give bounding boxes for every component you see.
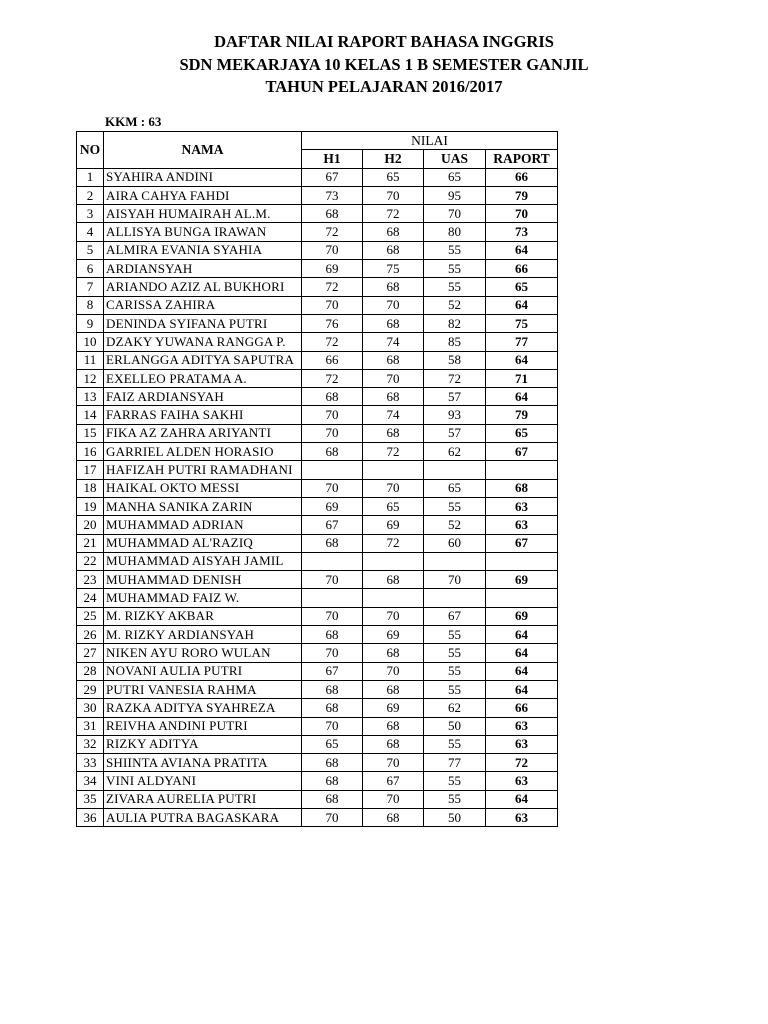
cell-raport: 75 <box>486 314 558 332</box>
cell-h2: 68 <box>363 571 424 589</box>
cell-nama: MUHAMMAD ADRIAN <box>104 516 302 534</box>
cell-h2: 69 <box>363 516 424 534</box>
header-h2: H2 <box>363 150 424 168</box>
document-title: DAFTAR NILAI RAPORT BAHASA INGGRIS <box>214 32 554 51</box>
cell-no: 4 <box>77 223 104 241</box>
cell-nama: EXELLEO PRATAMA A. <box>104 369 302 387</box>
cell-h2: 68 <box>363 314 424 332</box>
table-row <box>77 662 558 680</box>
cell-h1: 68 <box>302 388 363 406</box>
table-row <box>77 754 558 772</box>
header-h1: H1 <box>302 150 363 168</box>
cell-no: 16 <box>77 443 104 461</box>
cell-no: 14 <box>77 406 104 424</box>
cell-raport: 64 <box>486 241 558 259</box>
cell-h2: 68 <box>363 241 424 259</box>
cell-no: 12 <box>77 369 104 387</box>
cell-h1: 68 <box>302 754 363 772</box>
grade-table <box>76 131 558 827</box>
cell-nama: GARRIEL ALDEN HORASIO <box>104 443 302 461</box>
cell-uas: 55 <box>424 680 486 698</box>
cell-raport: 63 <box>486 717 558 735</box>
cell-h1: 68 <box>302 790 363 808</box>
cell-nama: SYAHIRA ANDINI <box>104 168 302 186</box>
cell-no: 26 <box>77 626 104 644</box>
cell-nama: VINI ALDYANI <box>104 772 302 790</box>
cell-h1: 67 <box>302 168 363 186</box>
cell-h1: 69 <box>302 260 363 278</box>
cell-raport: 69 <box>486 571 558 589</box>
cell-h1: 68 <box>302 626 363 644</box>
cell-h1: 67 <box>302 516 363 534</box>
table-row <box>77 772 558 790</box>
cell-raport: 66 <box>486 168 558 186</box>
document-subtitle-year: TAHUN PELAJARAN 2016/2017 <box>265 77 503 96</box>
cell-h1: 68 <box>302 680 363 698</box>
cell-nama: ARIANDO AZIZ AL BUKHORI <box>104 278 302 296</box>
cell-h2: 69 <box>363 626 424 644</box>
cell-uas: 55 <box>424 497 486 515</box>
cell-h2: 67 <box>363 772 424 790</box>
table-row <box>77 260 558 278</box>
table-row <box>77 552 558 570</box>
cell-nama: REIVHA ANDINI PUTRI <box>104 717 302 735</box>
cell-raport: 65 <box>486 278 558 296</box>
table-row <box>77 717 558 735</box>
cell-no: 22 <box>77 552 104 570</box>
cell-uas: 55 <box>424 278 486 296</box>
cell-no: 29 <box>77 680 104 698</box>
cell-no: 19 <box>77 497 104 515</box>
cell-nama: NOVANI AULIA PUTRI <box>104 662 302 680</box>
cell-h2: 75 <box>363 260 424 278</box>
cell-h1: 72 <box>302 369 363 387</box>
table-row <box>77 607 558 625</box>
cell-h1: 68 <box>302 443 363 461</box>
cell-raport <box>486 589 558 607</box>
table-row <box>77 497 558 515</box>
cell-uas: 82 <box>424 314 486 332</box>
table-row <box>77 241 558 259</box>
cell-nama: HAIKAL OKTO MESSI <box>104 479 302 497</box>
cell-raport <box>486 461 558 479</box>
cell-h2: 70 <box>363 662 424 680</box>
cell-no: 30 <box>77 699 104 717</box>
cell-no: 20 <box>77 516 104 534</box>
cell-nama: MUHAMMAD FAIZ W. <box>104 589 302 607</box>
cell-h1: 67 <box>302 662 363 680</box>
cell-raport: 79 <box>486 186 558 204</box>
cell-h1: 72 <box>302 278 363 296</box>
table-row <box>77 443 558 461</box>
cell-no: 24 <box>77 589 104 607</box>
cell-no: 6 <box>77 260 104 278</box>
table-row <box>77 205 558 223</box>
cell-h1: 70 <box>302 241 363 259</box>
cell-h2: 68 <box>363 223 424 241</box>
cell-raport: 68 <box>486 479 558 497</box>
cell-nama: M. RIZKY ARDIANSYAH <box>104 626 302 644</box>
cell-nama: HAFIZAH PUTRI RAMADHANI <box>104 461 302 479</box>
cell-uas: 60 <box>424 534 486 552</box>
cell-no: 31 <box>77 717 104 735</box>
cell-no: 23 <box>77 571 104 589</box>
cell-h1: 68 <box>302 205 363 223</box>
cell-nama: DZAKY YUWANA RANGGA P. <box>104 333 302 351</box>
document-subtitle-school: SDN MEKARJAYA 10 KELAS 1 B SEMESTER GANJIL <box>179 55 589 74</box>
cell-nama: AIRA CAHYA FAHDI <box>104 186 302 204</box>
cell-no: 33 <box>77 754 104 772</box>
cell-nama: DENINDA SYIFANA PUTRI <box>104 314 302 332</box>
header-uas: UAS <box>424 150 486 168</box>
cell-h1: 65 <box>302 735 363 753</box>
table-row <box>77 351 558 369</box>
cell-raport: 64 <box>486 790 558 808</box>
cell-raport: 64 <box>486 662 558 680</box>
cell-h2: 70 <box>363 754 424 772</box>
cell-h1: 70 <box>302 571 363 589</box>
cell-raport: 70 <box>486 205 558 223</box>
cell-no: 11 <box>77 351 104 369</box>
cell-uas: 70 <box>424 205 486 223</box>
cell-nama: AISYAH HUMAIRAH AL.M. <box>104 205 302 223</box>
table-row <box>77 790 558 808</box>
cell-no: 17 <box>77 461 104 479</box>
cell-raport: 63 <box>486 808 558 826</box>
cell-raport: 66 <box>486 699 558 717</box>
table-row <box>77 589 558 607</box>
cell-uas: 55 <box>424 735 486 753</box>
cell-no: 35 <box>77 790 104 808</box>
cell-h1: 70 <box>302 808 363 826</box>
cell-no: 8 <box>77 296 104 314</box>
cell-h1: 73 <box>302 186 363 204</box>
cell-h2: 70 <box>363 790 424 808</box>
cell-no: 28 <box>77 662 104 680</box>
table-row <box>77 644 558 662</box>
cell-no: 10 <box>77 333 104 351</box>
cell-h2: 72 <box>363 443 424 461</box>
header-nama: NAMA <box>104 132 302 169</box>
cell-h1: 68 <box>302 699 363 717</box>
cell-no: 36 <box>77 808 104 826</box>
cell-raport: 72 <box>486 754 558 772</box>
cell-no: 5 <box>77 241 104 259</box>
cell-raport: 71 <box>486 369 558 387</box>
table-row <box>77 571 558 589</box>
table-row <box>77 479 558 497</box>
cell-uas: 62 <box>424 699 486 717</box>
cell-h1: 70 <box>302 424 363 442</box>
cell-nama: MUHAMMAD AL'RAZIQ <box>104 534 302 552</box>
cell-h1 <box>302 552 363 570</box>
cell-h2: 72 <box>363 534 424 552</box>
cell-raport: 79 <box>486 406 558 424</box>
cell-no: 15 <box>77 424 104 442</box>
cell-nama: ERLANGGA ADITYA SAPUTRA <box>104 351 302 369</box>
cell-h2: 68 <box>363 644 424 662</box>
cell-uas: 57 <box>424 388 486 406</box>
cell-uas <box>424 589 486 607</box>
cell-raport: 66 <box>486 260 558 278</box>
cell-h1 <box>302 589 363 607</box>
cell-h1: 70 <box>302 296 363 314</box>
cell-no: 27 <box>77 644 104 662</box>
cell-no: 2 <box>77 186 104 204</box>
cell-uas: 70 <box>424 571 486 589</box>
cell-h2: 68 <box>363 680 424 698</box>
table-row <box>77 369 558 387</box>
cell-h1: 70 <box>302 607 363 625</box>
cell-h1: 70 <box>302 717 363 735</box>
cell-nama: MANHA SANIKA ZARIN <box>104 497 302 515</box>
cell-h1: 68 <box>302 534 363 552</box>
table-row <box>77 278 558 296</box>
cell-h1: 70 <box>302 644 363 662</box>
cell-raport: 63 <box>486 497 558 515</box>
cell-h2: 68 <box>363 808 424 826</box>
cell-h1: 72 <box>302 223 363 241</box>
cell-nama: RIZKY ADITYA <box>104 735 302 753</box>
header-row-top <box>77 132 558 150</box>
cell-no: 3 <box>77 205 104 223</box>
table-row <box>77 168 558 186</box>
table-row <box>77 461 558 479</box>
grade-table-body <box>77 168 558 827</box>
cell-no: 9 <box>77 314 104 332</box>
cell-nama: CARISSA ZAHIRA <box>104 296 302 314</box>
cell-uas: 80 <box>424 223 486 241</box>
table-row <box>77 186 558 204</box>
cell-uas: 50 <box>424 717 486 735</box>
table-row <box>77 223 558 241</box>
table-row <box>77 333 558 351</box>
cell-no: 1 <box>77 168 104 186</box>
cell-uas: 57 <box>424 424 486 442</box>
cell-raport: 64 <box>486 644 558 662</box>
cell-h2: 70 <box>363 296 424 314</box>
cell-uas: 93 <box>424 406 486 424</box>
cell-nama: FARRAS FAIHA SAKHI <box>104 406 302 424</box>
cell-h2: 68 <box>363 388 424 406</box>
cell-raport: 73 <box>486 223 558 241</box>
cell-nama: M. RIZKY AKBAR <box>104 607 302 625</box>
cell-uas: 55 <box>424 790 486 808</box>
cell-uas: 65 <box>424 479 486 497</box>
table-row <box>77 424 558 442</box>
cell-nama: MUHAMMAD DENISH <box>104 571 302 589</box>
cell-h1: 76 <box>302 314 363 332</box>
cell-uas: 55 <box>424 772 486 790</box>
table-row <box>77 388 558 406</box>
cell-uas: 67 <box>424 607 486 625</box>
table-row <box>77 314 558 332</box>
cell-no: 13 <box>77 388 104 406</box>
cell-raport: 67 <box>486 443 558 461</box>
cell-nama: MUHAMMAD AISYAH JAMIL <box>104 552 302 570</box>
cell-raport: 77 <box>486 333 558 351</box>
cell-raport: 64 <box>486 296 558 314</box>
cell-raport: 65 <box>486 424 558 442</box>
cell-uas: 65 <box>424 168 486 186</box>
header-nilai: NILAI <box>302 132 558 150</box>
cell-h2: 68 <box>363 278 424 296</box>
cell-no: 7 <box>77 278 104 296</box>
table-row <box>77 699 558 717</box>
cell-h1: 70 <box>302 406 363 424</box>
cell-nama: FAIZ ARDIANSYAH <box>104 388 302 406</box>
cell-h2 <box>363 589 424 607</box>
cell-uas <box>424 461 486 479</box>
cell-raport: 64 <box>486 351 558 369</box>
table-row <box>77 680 558 698</box>
cell-h2: 74 <box>363 406 424 424</box>
cell-no: 25 <box>77 607 104 625</box>
cell-h2: 68 <box>363 351 424 369</box>
cell-nama: ARDIANSYAH <box>104 260 302 278</box>
cell-h1: 69 <box>302 497 363 515</box>
cell-raport: 63 <box>486 772 558 790</box>
table-row <box>77 516 558 534</box>
header-no: NO <box>77 132 104 169</box>
table-row <box>77 808 558 826</box>
table-row <box>77 534 558 552</box>
cell-h1: 66 <box>302 351 363 369</box>
cell-h2: 74 <box>363 333 424 351</box>
cell-no: 18 <box>77 479 104 497</box>
cell-uas: 58 <box>424 351 486 369</box>
cell-no: 21 <box>77 534 104 552</box>
header-raport: RAPORT <box>486 150 558 168</box>
cell-raport <box>486 552 558 570</box>
cell-uas: 55 <box>424 626 486 644</box>
cell-raport: 63 <box>486 516 558 534</box>
cell-raport: 69 <box>486 607 558 625</box>
cell-nama: NIKEN AYU RORO WULAN <box>104 644 302 662</box>
cell-uas <box>424 552 486 570</box>
cell-h2: 68 <box>363 735 424 753</box>
cell-h1: 68 <box>302 772 363 790</box>
cell-h1 <box>302 461 363 479</box>
table-row <box>77 626 558 644</box>
table-row <box>77 406 558 424</box>
cell-h1: 72 <box>302 333 363 351</box>
cell-uas: 50 <box>424 808 486 826</box>
cell-uas: 62 <box>424 443 486 461</box>
cell-nama: FIKA AZ ZAHRA ARIYANTI <box>104 424 302 442</box>
cell-no: 32 <box>77 735 104 753</box>
cell-uas: 52 <box>424 296 486 314</box>
cell-nama: SHIINTA AVIANA PRATITA <box>104 754 302 772</box>
cell-uas: 95 <box>424 186 486 204</box>
cell-uas: 55 <box>424 662 486 680</box>
cell-nama: RAZKA ADITYA SYAHREZA <box>104 699 302 717</box>
table-row <box>77 296 558 314</box>
cell-raport: 64 <box>486 626 558 644</box>
cell-raport: 64 <box>486 388 558 406</box>
kkm-label: KKM : 63 <box>105 114 162 129</box>
cell-h2 <box>363 552 424 570</box>
cell-h1: 70 <box>302 479 363 497</box>
table-row <box>77 735 558 753</box>
cell-h2: 68 <box>363 424 424 442</box>
cell-nama: ZIVARA AURELIA PUTRI <box>104 790 302 808</box>
cell-nama: ALMIRA EVANIA SYAHIA <box>104 241 302 259</box>
cell-uas: 55 <box>424 260 486 278</box>
cell-nama: PUTRI VANESIA RAHMA <box>104 680 302 698</box>
cell-h2: 70 <box>363 186 424 204</box>
cell-h2: 65 <box>363 168 424 186</box>
cell-uas: 52 <box>424 516 486 534</box>
cell-raport: 67 <box>486 534 558 552</box>
cell-h2: 70 <box>363 479 424 497</box>
cell-no: 34 <box>77 772 104 790</box>
cell-h2: 69 <box>363 699 424 717</box>
cell-nama: AULIA PUTRA BAGASKARA <box>104 808 302 826</box>
cell-h2: 65 <box>363 497 424 515</box>
cell-uas: 85 <box>424 333 486 351</box>
cell-h2 <box>363 461 424 479</box>
cell-uas: 55 <box>424 644 486 662</box>
cell-h2: 70 <box>363 369 424 387</box>
cell-h2: 68 <box>363 717 424 735</box>
cell-nama: ALLISYA BUNGA IRAWAN <box>104 223 302 241</box>
cell-raport: 63 <box>486 735 558 753</box>
cell-uas: 77 <box>424 754 486 772</box>
cell-uas: 55 <box>424 241 486 259</box>
cell-uas: 72 <box>424 369 486 387</box>
cell-raport: 64 <box>486 680 558 698</box>
cell-h2: 72 <box>363 205 424 223</box>
cell-h2: 70 <box>363 607 424 625</box>
